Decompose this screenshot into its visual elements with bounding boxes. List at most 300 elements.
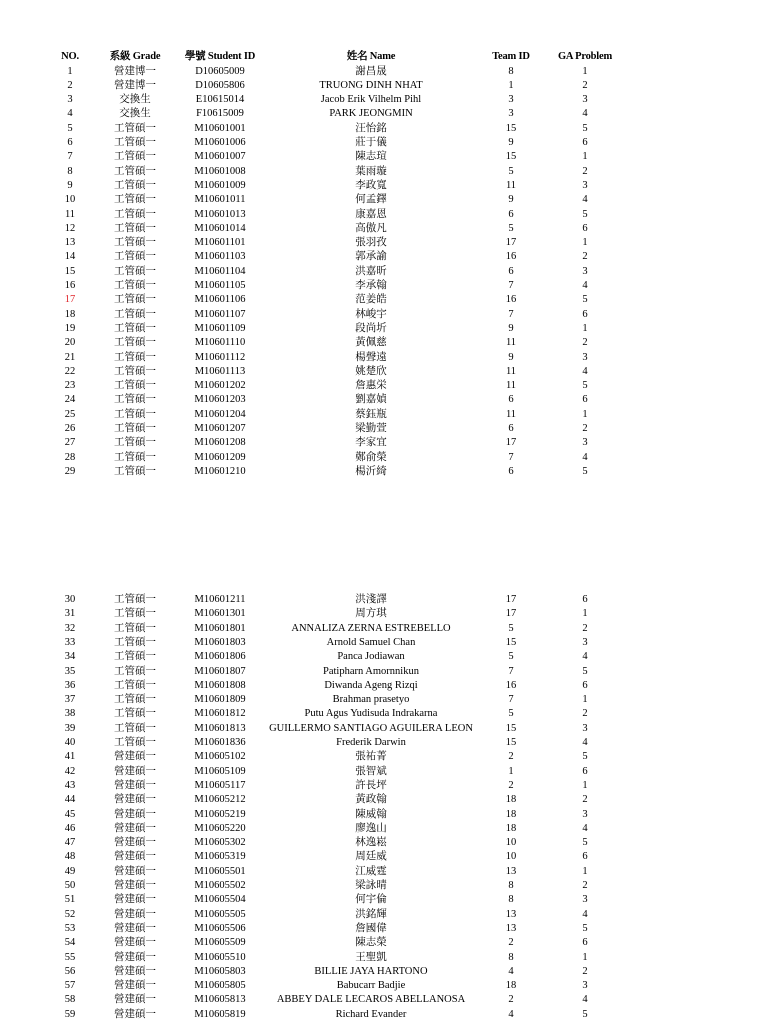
- row-ga-problem: 1: [582, 694, 588, 706]
- row-student-id: M10601008: [194, 165, 246, 177]
- row-name: 陳志瑄: [355, 151, 387, 163]
- row-name: ABBEY DALE LECAROS ABELLANOSA: [276, 994, 466, 1006]
- row-student-id: M10605219: [194, 808, 246, 820]
- row-team-id: 11: [505, 365, 517, 377]
- row-grade: 工管碩一: [114, 694, 156, 706]
- row-student-id: M10601001: [194, 122, 246, 134]
- row-number: 41: [64, 751, 76, 763]
- table-row: [0, 136, 768, 150]
- row-student-id: M10601211: [194, 594, 246, 605]
- row-grade: 工管碩一: [114, 265, 156, 277]
- row-team-id: 16: [505, 679, 517, 691]
- row-grade: 工管碩一: [114, 122, 156, 134]
- row-name: Frederik Darwin: [336, 737, 406, 748]
- table-row: [0, 979, 768, 993]
- row-number: 29: [64, 465, 76, 477]
- row-student-id: M10601101: [194, 237, 246, 249]
- row-grade: 工管碩一: [114, 708, 156, 720]
- row-grade: 工管碩一: [114, 408, 156, 420]
- row-name: Brahman prasetyo: [332, 694, 410, 706]
- row-name: 洪嘉昕: [355, 265, 387, 277]
- table-row: [0, 422, 768, 436]
- row-grade: 工管碩一: [114, 179, 156, 191]
- row-name: 張羽孜: [355, 237, 387, 249]
- row-student-id: M10601110: [194, 337, 246, 349]
- row-number: 14: [64, 251, 76, 263]
- row-ga-problem: 2: [582, 337, 588, 349]
- row-ga-problem: 1: [582, 151, 588, 163]
- row-ga-problem: 4: [582, 108, 588, 120]
- row-team-id: 5: [508, 222, 514, 234]
- row-grade: 工管碩一: [114, 322, 156, 334]
- row-student-id: M10601808: [194, 679, 246, 691]
- row-number: 19: [64, 322, 76, 334]
- row-ga-problem: 3: [582, 636, 588, 648]
- row-grade: 工管碩一: [114, 194, 156, 206]
- row-grade: 工管碩一: [114, 137, 156, 148]
- row-ga-problem: 5: [582, 294, 588, 306]
- row-grade: 工管碩一: [114, 308, 156, 320]
- row-student-id: M10601836: [194, 737, 246, 748]
- row-student-id: M10601809: [194, 694, 246, 706]
- row-grade: 工管碩一: [114, 237, 156, 249]
- row-name: 黃佩慈: [355, 337, 387, 349]
- row-student-id: M10605819: [194, 1008, 246, 1020]
- row-ga-problem: 1: [582, 322, 588, 334]
- row-student-id: M10605319: [194, 851, 246, 863]
- row-team-id: 2: [508, 994, 514, 1006]
- row-number: 35: [64, 665, 76, 677]
- row-student-id: M10605109: [194, 765, 246, 777]
- row-ga-problem: 2: [582, 423, 588, 434]
- row-name: 蔡鈺瓶: [355, 408, 387, 420]
- row-team-id: 15: [505, 151, 517, 163]
- row-team-id: 4: [508, 1008, 514, 1020]
- row-grade: 工管碩一: [114, 665, 156, 677]
- row-name: 梁詠晴: [355, 880, 387, 891]
- row-team-id: 16: [505, 294, 517, 306]
- row-ga-problem: 1: [582, 951, 588, 963]
- row-grade: 工管碩一: [114, 351, 156, 363]
- row-number: 44: [64, 794, 76, 806]
- table-row: [0, 850, 768, 864]
- row-team-id: 13: [505, 908, 517, 920]
- row-name: 李承翰: [355, 280, 387, 291]
- table-row: [0, 193, 768, 207]
- row-student-id: M10601107: [194, 308, 246, 320]
- row-number: 6: [67, 137, 73, 148]
- row-number: 38: [64, 708, 76, 720]
- row-student-id: M10605502: [194, 880, 246, 891]
- row-ga-problem: 6: [582, 594, 588, 605]
- row-grade: 工管碩一: [114, 337, 156, 349]
- row-student-id: M10605505: [194, 908, 246, 920]
- row-student-id: M10601113: [194, 365, 246, 377]
- row-student-id: M10605102: [194, 751, 246, 763]
- row-number: 43: [64, 779, 76, 791]
- row-student-id: M10601013: [194, 208, 246, 220]
- row-name: BILLIE JAYA HARTONO: [314, 965, 428, 977]
- row-grade: 營建碩一: [114, 922, 156, 934]
- row-student-id: F10615009: [196, 108, 244, 120]
- row-number: 33: [64, 636, 76, 648]
- row-name: PARK JEONGMIN: [329, 108, 413, 120]
- row-team-id: 15: [505, 722, 517, 734]
- row-team-id: 18: [505, 822, 517, 834]
- row-ga-problem: 1: [582, 408, 588, 420]
- row-ga-problem: 1: [582, 237, 588, 249]
- row-number: 47: [64, 837, 76, 849]
- row-grade: 工管碩一: [114, 380, 156, 392]
- row-number: 52: [64, 908, 76, 920]
- row-team-id: 16: [505, 251, 517, 263]
- table-row: [0, 722, 768, 736]
- row-number: 9: [67, 179, 73, 191]
- row-grade: 營建碩一: [114, 751, 156, 763]
- table-row: [0, 79, 768, 93]
- row-number: 59: [64, 1008, 76, 1020]
- header-name: 姓名 Name: [346, 51, 396, 62]
- table-row: [0, 436, 768, 450]
- table-row: [0, 607, 768, 621]
- row-name: 詹惠栄: [355, 380, 387, 392]
- row-grade: 交換生: [119, 94, 151, 106]
- row-student-id: M10601109: [194, 322, 246, 334]
- row-name: 洪淺譯: [355, 594, 387, 605]
- row-ga-problem: 5: [582, 380, 588, 392]
- table-row: [0, 779, 768, 793]
- row-team-id: 8: [508, 880, 514, 891]
- row-ga-problem: 4: [582, 365, 588, 377]
- row-number: 53: [64, 922, 76, 934]
- table-row: [0, 951, 768, 965]
- row-number: 24: [64, 394, 76, 406]
- table-row: [0, 265, 768, 279]
- row-name: Panca Jodiawan: [337, 651, 405, 663]
- row-team-id: 17: [505, 608, 517, 620]
- table-row: [0, 365, 768, 379]
- row-name: 王聖凱: [355, 951, 387, 963]
- row-name: GUILLERMO SANTIAGO AGUILERA LEON: [269, 722, 473, 734]
- row-ga-problem: 3: [582, 437, 588, 449]
- row-name: Arnold Samuel Chan: [326, 636, 416, 648]
- row-name: 何孟鐸: [355, 194, 387, 206]
- row-number: 37: [64, 694, 76, 706]
- row-number: 57: [64, 980, 76, 992]
- row-grade: 工管碩一: [114, 737, 156, 748]
- row-team-id: 13: [505, 922, 517, 934]
- row-ga-problem: 6: [582, 937, 588, 949]
- row-grade: 工管碩一: [114, 722, 156, 734]
- table-row: [0, 965, 768, 979]
- row-grade: 工管碩一: [114, 208, 156, 220]
- row-number: 21: [64, 351, 76, 363]
- row-student-id: M10605506: [194, 922, 246, 934]
- row-name: 范姜皓: [355, 294, 387, 306]
- row-ga-problem: 4: [582, 194, 588, 206]
- row-ga-problem: 5: [582, 837, 588, 849]
- row-ga-problem: 6: [582, 851, 588, 863]
- row-ga-problem: 2: [582, 251, 588, 263]
- row-number: 56: [64, 965, 76, 977]
- row-ga-problem: 2: [582, 708, 588, 720]
- table-row: [0, 993, 768, 1007]
- row-number: 55: [64, 951, 76, 963]
- row-name: 周方琪: [355, 608, 387, 620]
- row-ga-problem: 2: [582, 165, 588, 177]
- row-team-id: 5: [508, 651, 514, 663]
- row-name: 周廷威: [355, 851, 387, 863]
- row-team-id: 6: [508, 208, 514, 220]
- row-grade: 營建碩一: [114, 822, 156, 834]
- row-number: 26: [64, 423, 76, 434]
- row-team-id: 15: [505, 636, 517, 648]
- table-row: [0, 865, 768, 879]
- row-student-id: M10601106: [194, 294, 246, 306]
- row-ga-problem: 2: [582, 880, 588, 891]
- row-team-id: 13: [505, 865, 517, 877]
- row-grade: 工管碩一: [114, 365, 156, 377]
- row-student-id: M10605220: [194, 822, 246, 834]
- row-team-id: 17: [505, 594, 517, 605]
- row-grade: 營建博一: [114, 65, 156, 77]
- row-student-id: M10601301: [194, 608, 246, 620]
- row-name: 詹國偉: [355, 922, 387, 934]
- row-team-id: 5: [508, 165, 514, 177]
- row-team-id: 18: [505, 808, 517, 820]
- table-row: [0, 107, 768, 121]
- row-ga-problem: 1: [582, 865, 588, 877]
- row-name: 陳志榮: [355, 937, 387, 949]
- row-ga-problem: 3: [582, 94, 588, 106]
- table-row: [0, 236, 768, 250]
- table-row: [0, 293, 768, 307]
- row-grade: 工管碩一: [114, 465, 156, 477]
- table-row: [0, 1008, 768, 1022]
- row-student-id: M10601014: [194, 222, 246, 234]
- row-name: 洪銘輝: [355, 908, 387, 920]
- row-ga-problem: 1: [582, 608, 588, 620]
- row-number: 16: [64, 280, 76, 291]
- row-grade: 營建碩一: [114, 908, 156, 920]
- row-team-id: 15: [505, 122, 517, 134]
- row-student-id: M10601202: [194, 380, 246, 392]
- table-row: [0, 393, 768, 407]
- row-number: 48: [64, 851, 76, 863]
- row-student-id: M10605805: [194, 980, 246, 992]
- row-name: 郭承諭: [355, 251, 387, 263]
- row-name: 李政寬: [355, 179, 387, 191]
- row-grade: 營建碩一: [114, 837, 156, 849]
- row-grade: 工管碩一: [114, 251, 156, 263]
- row-name: 姚楚欣: [355, 365, 387, 377]
- table-row: [0, 879, 768, 893]
- row-number: 32: [64, 622, 76, 634]
- table-row: [0, 707, 768, 721]
- row-grade: 工管碩一: [114, 622, 156, 634]
- row-team-id: 8: [508, 65, 514, 77]
- row-team-id: 6: [508, 423, 514, 434]
- row-team-id: 3: [508, 108, 514, 120]
- table-row: [0, 593, 768, 607]
- row-team-id: 17: [505, 237, 517, 249]
- header-team-id: Team ID: [492, 51, 530, 62]
- row-ga-problem: 5: [582, 208, 588, 220]
- row-team-id: 7: [508, 665, 514, 677]
- row-number: 31: [64, 608, 76, 620]
- row-name: 何宇倫: [355, 894, 387, 906]
- row-ga-problem: 6: [582, 394, 588, 406]
- row-name: 黃政翰: [355, 794, 387, 806]
- row-ga-problem: 6: [582, 679, 588, 691]
- row-team-id: 7: [508, 451, 514, 463]
- row-number: 7: [67, 151, 73, 163]
- row-ga-problem: 4: [582, 994, 588, 1006]
- row-name: 楊沂綺: [355, 465, 387, 477]
- header-grade: 系級 Grade: [109, 51, 161, 62]
- row-grade: 營建碩一: [114, 980, 156, 992]
- row-number: 27: [64, 437, 76, 449]
- row-number: 15: [64, 265, 76, 277]
- row-name: Jacob Erik Vilhelm Pihl: [320, 94, 422, 106]
- row-student-id: E10615014: [195, 94, 245, 106]
- row-grade: 工管碩一: [114, 679, 156, 691]
- row-name: Putu Agus Yudisuda Indrakarna: [304, 708, 438, 720]
- row-student-id: M10601009: [194, 179, 246, 191]
- row-number: 58: [64, 994, 76, 1006]
- row-team-id: 4: [508, 965, 514, 977]
- row-student-id: M10605813: [194, 994, 246, 1006]
- row-ga-problem: 3: [582, 722, 588, 734]
- row-team-id: 7: [508, 308, 514, 320]
- table-row: [0, 93, 768, 107]
- row-number: 54: [64, 937, 76, 949]
- table-row: [0, 465, 768, 479]
- row-team-id: 5: [508, 708, 514, 720]
- row-ga-problem: 5: [582, 465, 588, 477]
- row-number: 46: [64, 822, 76, 834]
- row-name: TRUONG DINH NHAT: [319, 79, 423, 91]
- row-student-id: M10601813: [194, 722, 246, 734]
- row-team-id: 1: [508, 765, 514, 777]
- row-grade: 營建碩一: [114, 951, 156, 963]
- row-grade: 工管碩一: [114, 280, 156, 291]
- row-number: 36: [64, 679, 76, 691]
- row-student-id: M10601112: [194, 351, 246, 363]
- row-grade: 營建博一: [114, 79, 156, 91]
- row-ga-problem: 5: [582, 665, 588, 677]
- row-grade: 營建碩一: [114, 765, 156, 777]
- row-number: 28: [64, 451, 76, 463]
- row-number: 5: [67, 122, 73, 134]
- table-row: [0, 750, 768, 764]
- row-ga-problem: 3: [582, 179, 588, 191]
- table-row: [0, 922, 768, 936]
- row-grade: 交換生: [119, 108, 151, 120]
- row-grade: 營建碩一: [114, 894, 156, 906]
- row-ga-problem: 2: [582, 622, 588, 634]
- row-student-id: M10601105: [194, 280, 246, 291]
- row-name: Richard Evander: [335, 1008, 407, 1020]
- row-name: 劉嘉媜: [355, 394, 387, 406]
- table-row: [0, 379, 768, 393]
- row-team-id: 11: [505, 380, 517, 392]
- row-team-id: 6: [508, 465, 514, 477]
- row-team-id: 3: [508, 94, 514, 106]
- row-student-id: M10605501: [194, 865, 246, 877]
- row-number: 20: [64, 337, 76, 349]
- row-team-id: 2: [508, 779, 514, 791]
- row-student-id: M10605510: [194, 951, 246, 963]
- row-student-id: M10601104: [194, 265, 246, 277]
- row-ga-problem: 4: [582, 451, 588, 463]
- row-name: 張祐菁: [355, 751, 387, 763]
- row-ga-problem: 4: [582, 651, 588, 663]
- row-student-id: M10601210: [194, 465, 246, 477]
- row-number: 12: [64, 222, 76, 234]
- row-team-id: 9: [508, 351, 514, 363]
- row-team-id: 18: [505, 794, 517, 806]
- row-student-id: M10601801: [194, 622, 246, 634]
- row-number: 45: [64, 808, 76, 820]
- row-grade: 營建碩一: [114, 865, 156, 877]
- table-row: [0, 322, 768, 336]
- row-team-id: 8: [508, 894, 514, 906]
- row-name: 楊聲遠: [355, 351, 387, 363]
- row-number: 50: [64, 880, 76, 891]
- row-student-id: M10601209: [194, 451, 246, 463]
- table-row: [0, 308, 768, 322]
- row-grade: 工管碩一: [114, 151, 156, 163]
- row-ga-problem: 6: [582, 765, 588, 777]
- row-number: 23: [64, 380, 76, 392]
- table-row: [0, 250, 768, 264]
- table-row: [0, 808, 768, 822]
- row-ga-problem: 4: [582, 908, 588, 920]
- row-ga-problem: 3: [582, 351, 588, 363]
- row-team-id: 10: [505, 837, 517, 849]
- row-team-id: 10: [505, 851, 517, 863]
- row-ga-problem: 5: [582, 122, 588, 134]
- row-student-id: D10605806: [195, 79, 245, 91]
- table-row: [0, 936, 768, 950]
- row-team-id: 9: [508, 322, 514, 334]
- row-grade: 工管碩一: [114, 423, 156, 434]
- row-name: 汪怡銘: [355, 122, 387, 134]
- row-number: 11: [64, 208, 76, 220]
- table-row: [0, 765, 768, 779]
- row-number: 3: [67, 94, 73, 106]
- row-grade: 工管碩一: [114, 222, 156, 234]
- row-ga-problem: 3: [582, 980, 588, 992]
- table-row: [0, 665, 768, 679]
- row-grade: 營建碩一: [114, 937, 156, 949]
- row-team-id: 6: [508, 394, 514, 406]
- row-grade: 工管碩一: [114, 594, 156, 605]
- row-grade: 營建碩一: [114, 794, 156, 806]
- row-ga-problem: 6: [582, 137, 588, 148]
- row-number: 13: [64, 237, 76, 249]
- row-name: 高傲凡: [355, 222, 387, 234]
- row-grade: 營建碩一: [114, 851, 156, 863]
- row-team-id: 9: [508, 194, 514, 206]
- row-student-id: M10601007: [194, 151, 246, 163]
- row-grade: 營建碩一: [114, 1008, 156, 1020]
- table-row: [0, 336, 768, 350]
- row-grade: 工管碩一: [114, 165, 156, 177]
- row-student-id: M10601806: [194, 651, 246, 663]
- row-team-id: 15: [505, 737, 517, 748]
